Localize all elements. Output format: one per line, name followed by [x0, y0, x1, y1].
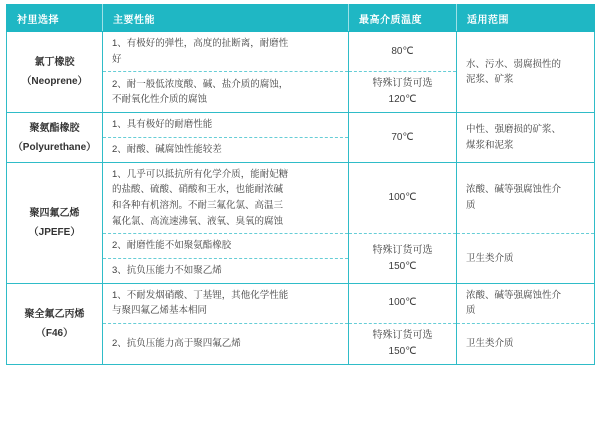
cell-temperature: 100℃ [349, 162, 457, 234]
column-header-performance: 主要性能 [103, 5, 349, 32]
cell-temperature: 特殊订货可选 150℃ [349, 324, 457, 365]
cell-temperature: 100℃ [349, 283, 457, 323]
cell-temperature: 80℃ [349, 32, 457, 72]
table-row [7, 283, 595, 323]
cell-scope: 卫生类介质 [457, 324, 595, 365]
cell-material: 聚氨酯橡胶 （Polyurethane） [7, 113, 103, 162]
cell-material: 聚四氟乙烯 （JPEFE） [7, 162, 103, 283]
cell-performance: 1、具有极好的耐磨性能 [103, 113, 349, 138]
cell-temperature: 70℃ [349, 113, 457, 162]
cell-scope: 卫生类介质 [457, 234, 595, 283]
cell-performance: 2、耐一般低浓度酸、碱、盐介质的腐蚀， 不耐氧化性介质的腐蚀 [103, 72, 349, 113]
cell-material: 氯丁橡胶 （Neoprene） [7, 32, 103, 113]
lining-selection-table [6, 4, 595, 365]
column-header-lining: 衬里选择 [7, 5, 103, 32]
column-header-max-temperature: 最高介质温度 [349, 5, 457, 32]
cell-temperature: 特殊订货可选 120℃ [349, 72, 457, 113]
cell-performance: 1、有极好的弹性，高度的扯断离，耐磨性 好 [103, 32, 349, 72]
cell-performance: 1、几乎可以抵抗所有化学介质，能耐妃糖 的盐酸、硫酸、硝酸和王水，也能耐浓碱 和各种有机溶剂。不耐三氟化氯、高温三 氟化氯、高流速沸氧、液氧、臭氧的腐蚀 [103, 162, 349, 234]
cell-material: 聚全氟乙丙烯 （F46） [7, 283, 103, 364]
cell-temperature: 特殊订货可选 150℃ [349, 234, 457, 283]
cell-performance: 2、抗负压能力高于聚四氟乙烯 [103, 324, 349, 365]
cell-scope: 中性、强磨损的矿浆、 煤浆和泥浆 [457, 113, 595, 162]
cell-performance: 1、不耐发烟硝酸、丁基锂，其他化学性能 与聚四氟乙烯基本相同 [103, 283, 349, 323]
table-header [7, 5, 595, 32]
table-row [7, 32, 595, 72]
table-header-row [7, 5, 595, 32]
cell-performance: 2、耐磨性能不如聚氨酯橡胶 [103, 234, 349, 259]
cell-scope: 水、污水、弱腐损性的 泥浆、矿浆 [457, 32, 595, 113]
cell-performance: 2、耐酸、碱腐蚀性能较差 [103, 138, 349, 163]
table-row [7, 162, 595, 234]
table-body [7, 32, 595, 365]
cell-scope: 浓酸、碱等强腐蚀性介 质 [457, 162, 595, 234]
table-row [7, 113, 595, 138]
cell-scope: 浓酸、碱等强腐蚀性介 质 [457, 283, 595, 323]
cell-performance: 3、抗负压能力不如聚乙烯 [103, 259, 349, 284]
column-header-application-scope: 适用范围 [457, 5, 595, 32]
